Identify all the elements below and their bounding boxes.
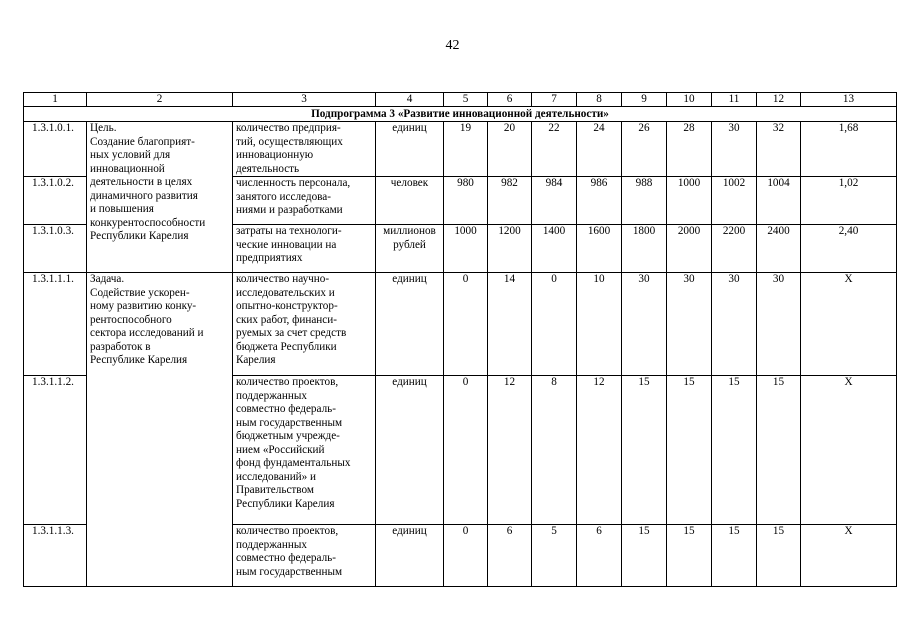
header-row: [24, 93, 897, 107]
unit-cell: человек: [376, 177, 444, 225]
value-cell: 6: [577, 525, 622, 587]
value-cell: 8: [532, 376, 577, 525]
ratio-cell: 2,40: [801, 225, 897, 273]
value-cell: 1000: [444, 225, 488, 273]
value-cell: 24: [577, 122, 622, 177]
value-cell: 1400: [532, 225, 577, 273]
value-cell: 988: [622, 177, 667, 225]
value-cell: 5: [532, 525, 577, 587]
unit-cell: единиц: [376, 376, 444, 525]
value-cell: 15: [667, 376, 712, 525]
header-cell: 13: [801, 93, 897, 107]
header-cell: 7: [532, 93, 577, 107]
indicator-cell: количество проектов, поддержанных совместно федераль- ным государственным бюджетным учрежде- нием «Российский фонд фундаментальных исследований» и Правительством Республики Карелия: [233, 376, 376, 525]
value-cell: 6: [488, 525, 532, 587]
value-cell: 30: [667, 273, 712, 376]
indicator-cell: численность персонала, занятого исследова- ниями и разработками: [233, 177, 376, 225]
task-cell: Задача. Содействие ускорен- ному развитию конку- рентоспособного сектора исследований и разработок в Республике Карелия: [87, 273, 233, 587]
unit-cell: миллионов рублей: [376, 225, 444, 273]
subprogram-title: Подпрограмма 3 «Развитие инновационной деятельности»: [24, 107, 897, 122]
value-cell: 1600: [577, 225, 622, 273]
value-cell: 22: [532, 122, 577, 177]
row-id: 1.3.1.1.3.: [24, 525, 87, 587]
header-cell: 1: [24, 93, 87, 107]
value-cell: 15: [712, 525, 757, 587]
value-cell: 15: [667, 525, 712, 587]
value-cell: 1200: [488, 225, 532, 273]
goal-cell: Цель. Создание благоприят- ных условий для инновационной деятельности в целях динамичного развития и повышения конкурентоспособности Республики Карелия: [87, 122, 233, 273]
header-cell: 3: [233, 93, 376, 107]
header-cell: 9: [622, 93, 667, 107]
header-cell: 8: [577, 93, 622, 107]
value-cell: 1002: [712, 177, 757, 225]
value-cell: 15: [757, 525, 801, 587]
indicator-cell: затраты на технологи- ческие инновации на предприятиях: [233, 225, 376, 273]
value-cell: 12: [488, 376, 532, 525]
ratio-cell: 1,68: [801, 122, 897, 177]
header-cell: 11: [712, 93, 757, 107]
header-cell: 6: [488, 93, 532, 107]
value-cell: 2000: [667, 225, 712, 273]
header-cell: 2: [87, 93, 233, 107]
value-cell: 32: [757, 122, 801, 177]
value-cell: 980: [444, 177, 488, 225]
value-cell: 1800: [622, 225, 667, 273]
page-number: 42: [445, 38, 460, 53]
header-cell: 12: [757, 93, 801, 107]
header-cell: 10: [667, 93, 712, 107]
value-cell: 15: [622, 525, 667, 587]
ratio-cell: Х: [801, 273, 897, 376]
value-cell: 982: [488, 177, 532, 225]
indicators-table: [23, 92, 897, 587]
row-id: 1.3.1.0.1.: [24, 122, 87, 177]
indicator-cell: количество проектов, поддержанных совместно федераль- ным государственным: [233, 525, 376, 587]
unit-cell: единиц: [376, 273, 444, 376]
ratio-cell: Х: [801, 376, 897, 525]
value-cell: 20: [488, 122, 532, 177]
header-cell: 4: [376, 93, 444, 107]
indicator-cell: количество предприя- тий, осуществляющих инновационную деятельность: [233, 122, 376, 177]
value-cell: 30: [712, 122, 757, 177]
value-cell: 15: [622, 376, 667, 525]
value-cell: 30: [622, 273, 667, 376]
value-cell: 19: [444, 122, 488, 177]
value-cell: 986: [577, 177, 622, 225]
value-cell: 0: [444, 273, 488, 376]
value-cell: 1004: [757, 177, 801, 225]
row-id: 1.3.1.1.2.: [24, 376, 87, 525]
row-id: 1.3.1.1.1.: [24, 273, 87, 376]
value-cell: 15: [712, 376, 757, 525]
value-cell: 15: [757, 376, 801, 525]
ratio-cell: 1,02: [801, 177, 897, 225]
value-cell: 10: [577, 273, 622, 376]
value-cell: 30: [757, 273, 801, 376]
unit-cell: единиц: [376, 122, 444, 177]
value-cell: 28: [667, 122, 712, 177]
value-cell: 2200: [712, 225, 757, 273]
ratio-cell: Х: [801, 525, 897, 587]
row-id: 1.3.1.0.2.: [24, 177, 87, 225]
value-cell: 12: [577, 376, 622, 525]
table-row: [24, 122, 897, 177]
header-cell: 5: [444, 93, 488, 107]
unit-cell: единиц: [376, 525, 444, 587]
value-cell: 0: [444, 525, 488, 587]
value-cell: 30: [712, 273, 757, 376]
value-cell: 0: [444, 376, 488, 525]
indicator-cell: количество научно- исследовательских и опытно-конструктор- ских работ, финанси- руемых за счет средств бюджета Республики Карелия: [233, 273, 376, 376]
row-id: 1.3.1.0.3.: [24, 225, 87, 273]
subprogram-title-row: [24, 107, 897, 122]
value-cell: 2400: [757, 225, 801, 273]
value-cell: 984: [532, 177, 577, 225]
value-cell: 0: [532, 273, 577, 376]
value-cell: 1000: [667, 177, 712, 225]
table-row: [24, 273, 897, 376]
value-cell: 26: [622, 122, 667, 177]
value-cell: 14: [488, 273, 532, 376]
